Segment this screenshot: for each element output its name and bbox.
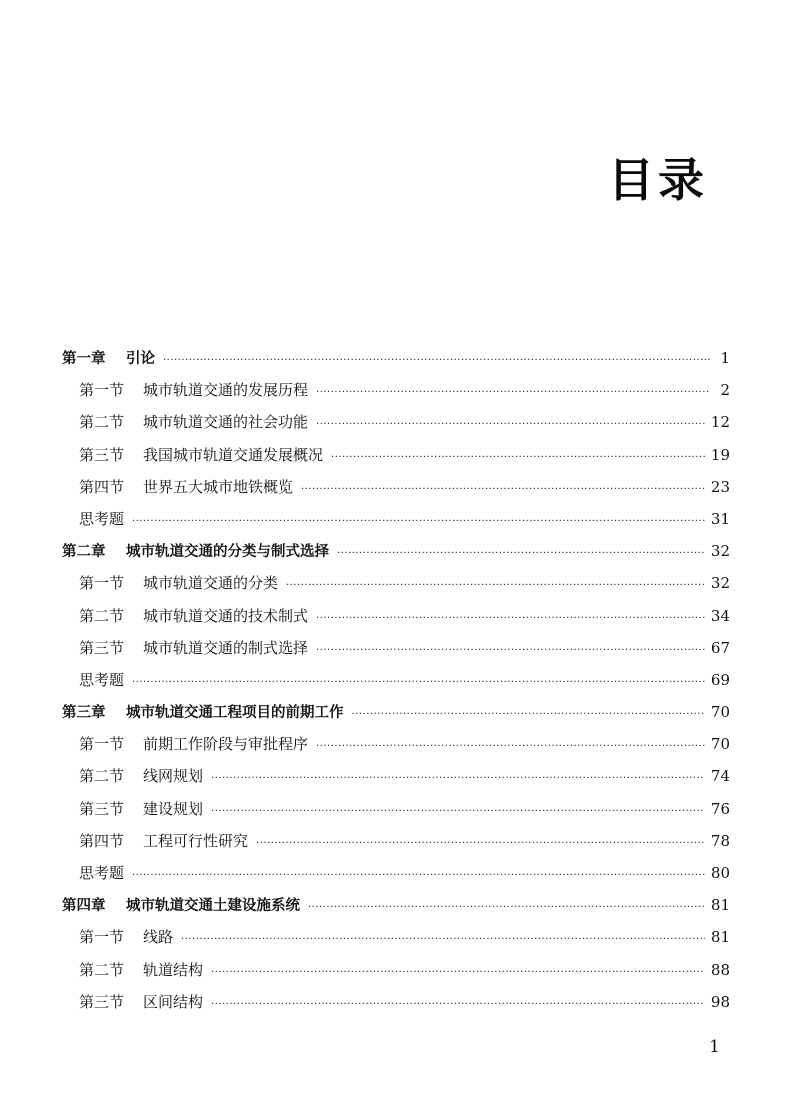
toc-section-entry[interactable] bbox=[62, 921, 730, 953]
toc-entry-page: 34 bbox=[710, 606, 730, 625]
toc-section-entry[interactable] bbox=[62, 632, 730, 664]
toc-entry-page: 69 bbox=[710, 670, 730, 689]
toc-dot-leader bbox=[301, 474, 705, 506]
toc-entry-number: 第二节 bbox=[79, 960, 125, 979]
toc-entry-number: 第三节 bbox=[79, 992, 125, 1011]
toc-entry-title: 区间结构 bbox=[143, 992, 204, 1011]
toc-entry-page: 70 bbox=[710, 735, 730, 754]
toc-entry-page: 70 bbox=[710, 703, 730, 722]
toc-entry-title: 轨道结构 bbox=[143, 960, 204, 979]
toc-entry-title: 城市轨道交通的技术制式 bbox=[143, 606, 309, 625]
toc-entry-number: 第四节 bbox=[79, 831, 125, 850]
toc-chapter-entry[interactable] bbox=[62, 342, 730, 374]
toc-dot-leader bbox=[316, 409, 705, 441]
toc-section-entry[interactable] bbox=[62, 825, 730, 857]
toc-entry-title: 城市轨道交通的社会功能 bbox=[143, 413, 309, 432]
toc-entry-number: 第一节 bbox=[79, 928, 125, 947]
toc-entry-number: 第四节 bbox=[79, 477, 125, 496]
toc-section-entry[interactable] bbox=[62, 374, 730, 406]
toc-entry-number: 第三节 bbox=[79, 638, 125, 657]
toc-entry-number: 第二节 bbox=[79, 413, 125, 432]
toc-entry-title: 思考题 bbox=[79, 864, 125, 882]
toc-entry-number: 第三章 bbox=[62, 705, 106, 722]
toc-dot-leader bbox=[211, 989, 705, 1021]
toc-dot-leader bbox=[352, 699, 705, 731]
toc-entry-title: 城市轨道交通土建设施系统 bbox=[126, 898, 300, 915]
toc-entry-number: 第三节 bbox=[79, 799, 125, 818]
toc-dot-leader bbox=[211, 957, 705, 989]
toc-chapter-entry[interactable] bbox=[62, 535, 730, 567]
toc-entry-title: 我国城市轨道交通发展概况 bbox=[143, 445, 324, 464]
toc-entry-page: 32 bbox=[710, 574, 730, 593]
toc-dot-leader bbox=[308, 892, 705, 924]
toc-entry-page: 32 bbox=[710, 542, 730, 561]
toc-entry-number: 第三节 bbox=[79, 445, 125, 464]
toc-entry-number: 第一章 bbox=[62, 351, 106, 367]
toc-entry-number: 第二章 bbox=[62, 544, 106, 561]
toc-section-entry[interactable] bbox=[62, 471, 730, 503]
toc-entry-page: 81 bbox=[710, 896, 730, 915]
toc-entry-number: 第一节 bbox=[79, 381, 125, 400]
toc-entry-title: 城市轨道交通的发展历程 bbox=[143, 381, 309, 400]
toc-section-entry[interactable] bbox=[62, 760, 730, 792]
toc-entry-title: 引论 bbox=[126, 351, 155, 367]
toc-entry-number: 第一节 bbox=[79, 735, 125, 754]
toc-section-entry[interactable] bbox=[62, 664, 730, 696]
table-of-contents bbox=[62, 342, 730, 1018]
toc-entry-page: 81 bbox=[710, 928, 730, 947]
toc-entry-page: 74 bbox=[710, 767, 730, 786]
page-title: 目录 bbox=[608, 153, 708, 207]
toc-section-entry[interactable] bbox=[62, 954, 730, 986]
toc-dot-leader bbox=[132, 506, 705, 538]
toc-entry-number: 第一节 bbox=[79, 574, 125, 593]
toc-section-entry[interactable] bbox=[62, 986, 730, 1018]
toc-section-entry[interactable] bbox=[62, 503, 730, 535]
toc-entry-page: 88 bbox=[710, 960, 730, 979]
page-number: 1 bbox=[709, 1037, 720, 1057]
toc-entry-title: 城市轨道交通的分类与制式选择 bbox=[126, 544, 329, 561]
toc-entry-number: 第二节 bbox=[79, 606, 125, 625]
toc-dot-leader bbox=[132, 860, 705, 892]
toc-entry-page: 98 bbox=[710, 992, 730, 1011]
toc-dot-leader bbox=[337, 538, 705, 570]
toc-dot-leader bbox=[211, 796, 705, 828]
toc-entry-title: 城市轨道交通的制式选择 bbox=[143, 638, 309, 657]
toc-dot-leader bbox=[256, 828, 705, 860]
toc-entry-page: 67 bbox=[710, 638, 730, 657]
toc-section-entry[interactable] bbox=[62, 439, 730, 471]
toc-dot-leader bbox=[316, 635, 705, 667]
toc-chapter-entry[interactable] bbox=[62, 696, 730, 728]
toc-entry-title: 世界五大城市地铁概览 bbox=[143, 477, 294, 496]
toc-entry-page: 19 bbox=[710, 445, 730, 464]
toc-dot-leader bbox=[316, 377, 710, 409]
toc-dot-leader bbox=[316, 603, 705, 635]
toc-dot-leader bbox=[211, 763, 705, 795]
toc-entry-title: 城市轨道交通的分类 bbox=[143, 574, 279, 593]
toc-entry-title: 思考题 bbox=[79, 670, 125, 689]
toc-dot-leader bbox=[181, 924, 705, 956]
toc-section-entry[interactable] bbox=[62, 728, 730, 760]
toc-entry-title: 建设规划 bbox=[143, 799, 204, 818]
toc-dot-leader bbox=[316, 731, 705, 763]
toc-entry-title: 思考题 bbox=[79, 509, 125, 528]
toc-entry-number: 第四章 bbox=[62, 898, 106, 915]
toc-entry-page: 12 bbox=[710, 413, 730, 432]
toc-entry-title: 线路 bbox=[143, 928, 174, 947]
toc-section-entry[interactable] bbox=[62, 406, 730, 438]
toc-entry-page: 2 bbox=[720, 381, 730, 400]
toc-entry-page: 80 bbox=[710, 864, 730, 882]
toc-entry-title: 城市轨道交通工程项目的前期工作 bbox=[126, 705, 344, 722]
toc-section-entry[interactable] bbox=[62, 857, 730, 889]
toc-entry-page: 78 bbox=[710, 831, 730, 850]
toc-entry-page: 1 bbox=[720, 349, 730, 367]
toc-chapter-entry[interactable] bbox=[62, 889, 730, 921]
toc-entry-page: 23 bbox=[710, 477, 730, 496]
toc-entry-page: 76 bbox=[710, 799, 730, 818]
toc-section-entry[interactable] bbox=[62, 793, 730, 825]
toc-dot-leader bbox=[331, 442, 705, 474]
toc-entry-page: 31 bbox=[710, 509, 730, 528]
toc-entry-title: 前期工作阶段与审批程序 bbox=[143, 735, 309, 754]
toc-entry-title: 线网规划 bbox=[143, 767, 204, 786]
toc-section-entry[interactable] bbox=[62, 600, 730, 632]
toc-entry-title: 工程可行性研究 bbox=[143, 831, 249, 850]
toc-dot-leader bbox=[132, 667, 705, 699]
toc-entry-number: 第二节 bbox=[79, 767, 125, 786]
toc-dot-leader bbox=[286, 570, 705, 602]
toc-dot-leader bbox=[163, 345, 710, 377]
toc-section-entry[interactable] bbox=[62, 567, 730, 599]
